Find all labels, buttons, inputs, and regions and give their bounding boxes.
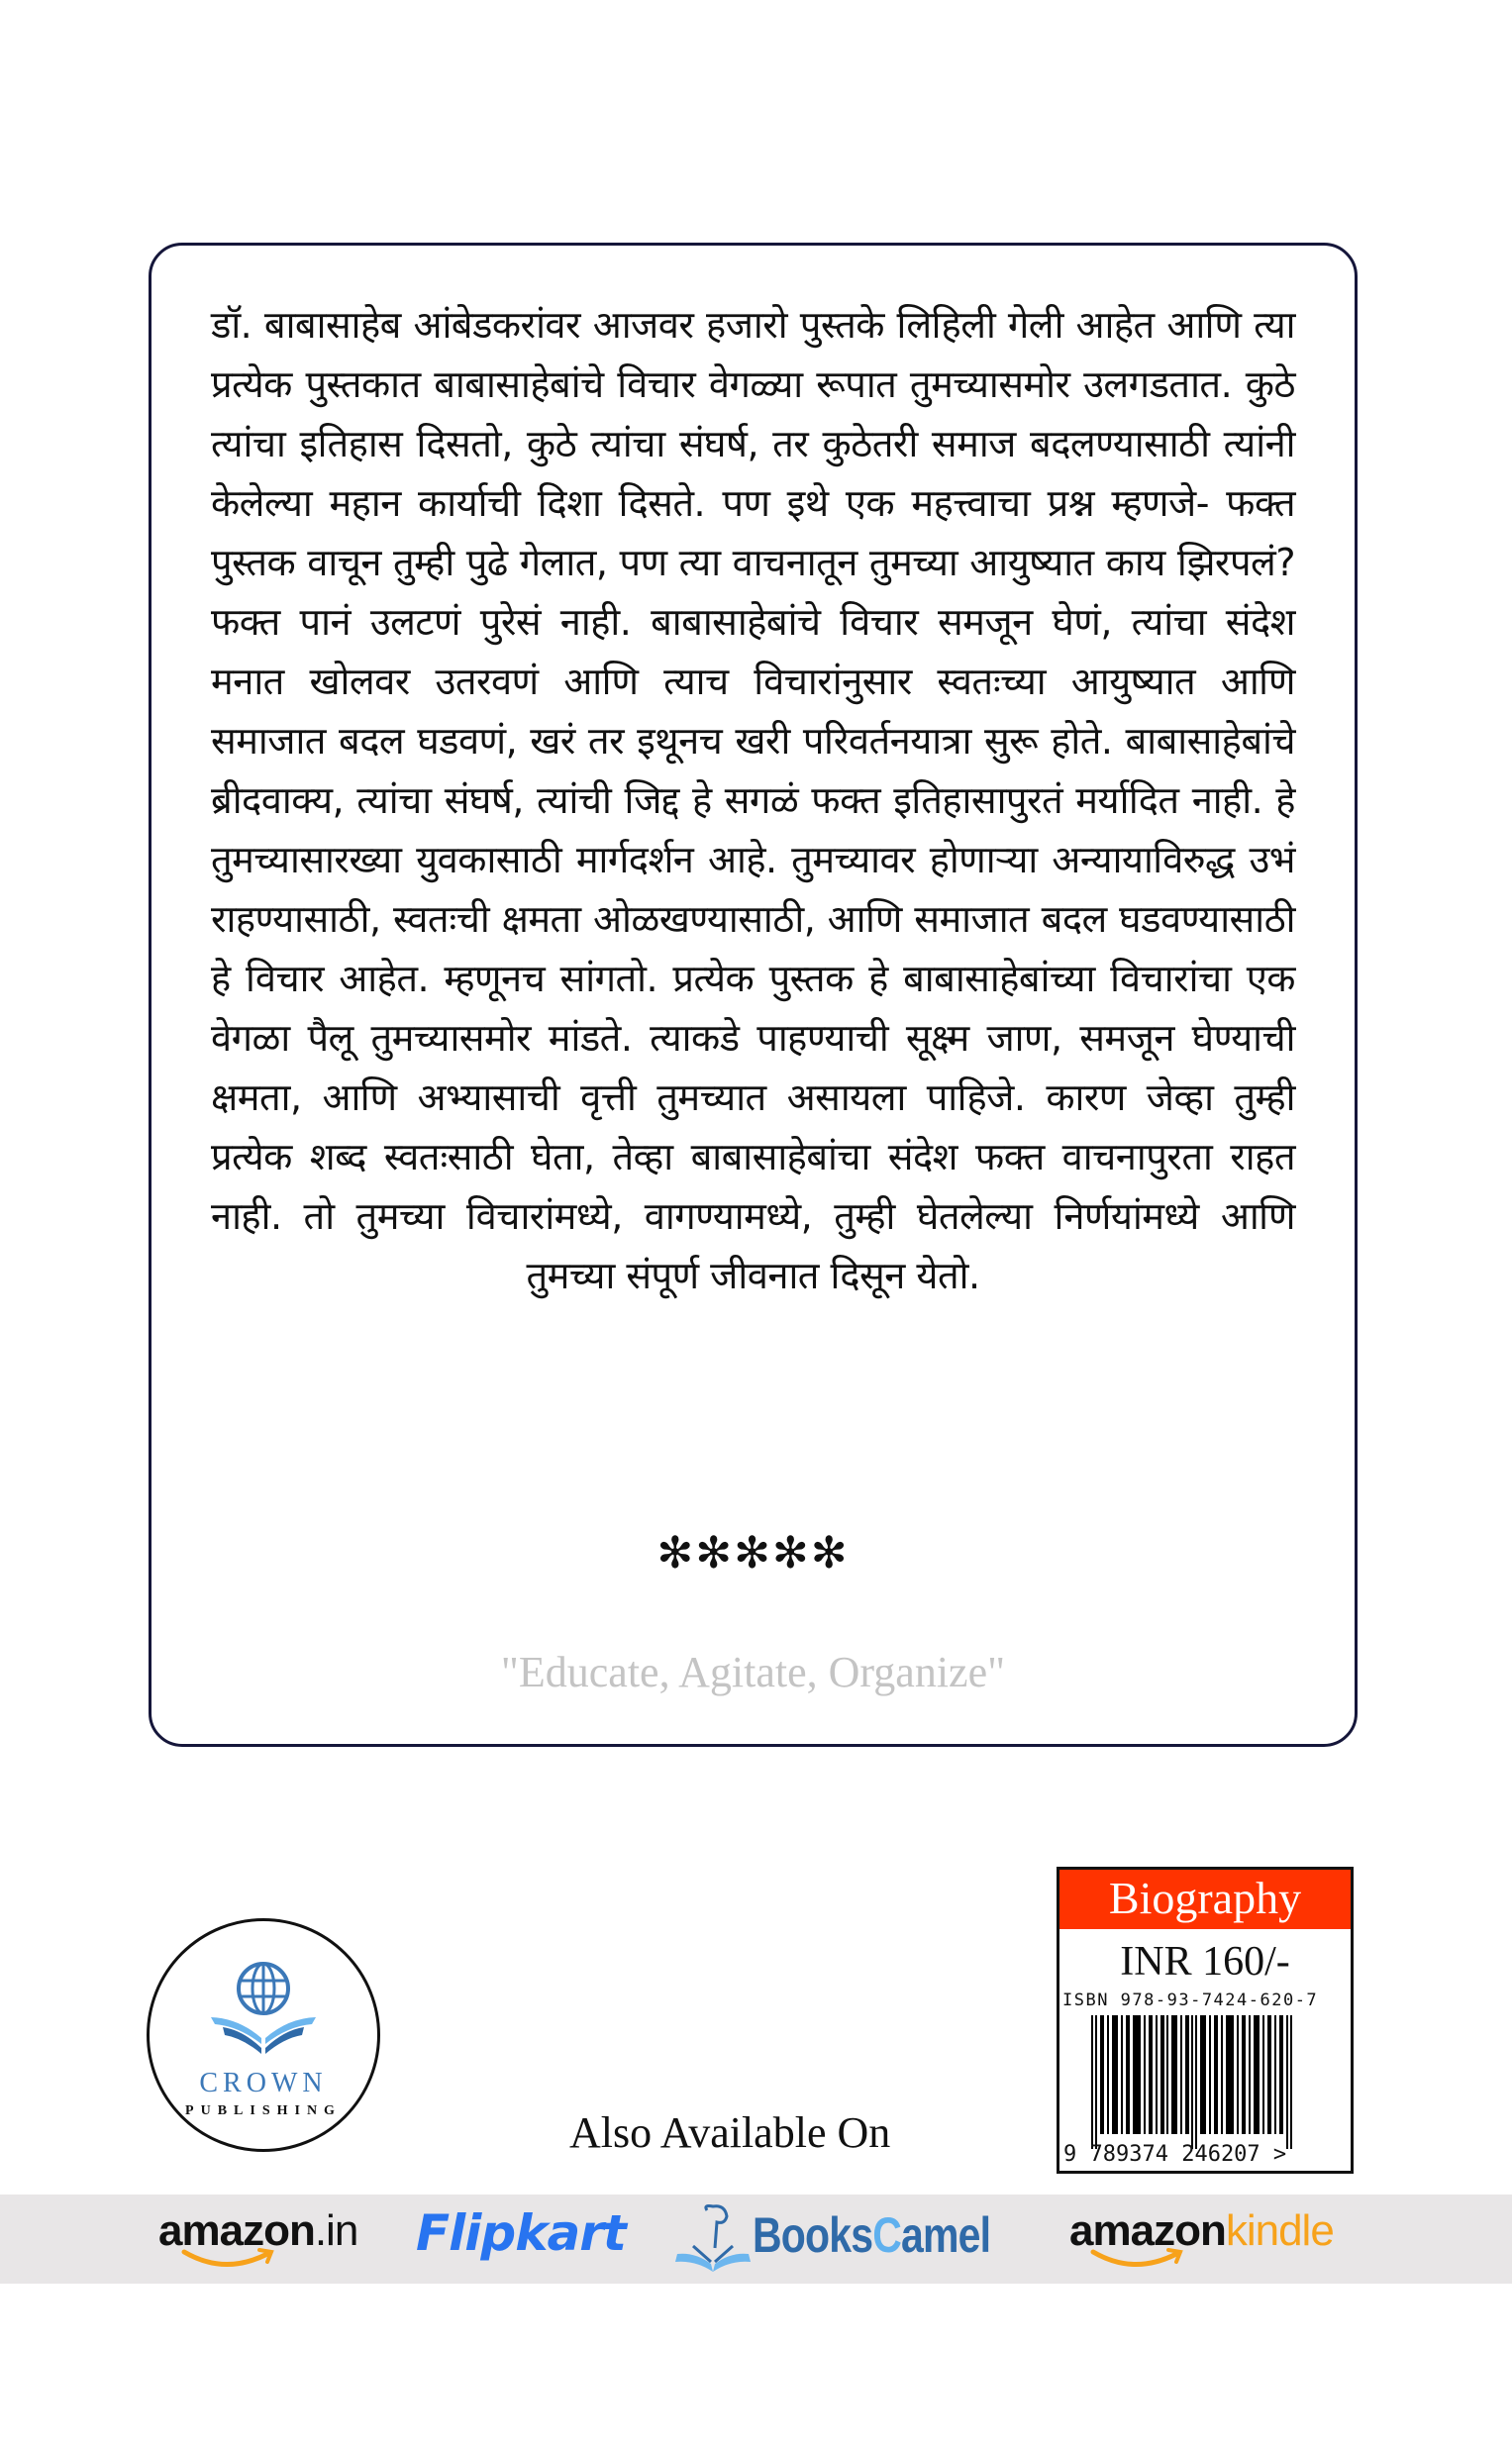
bookscamel-part1: Books [753, 2207, 873, 2263]
camel-book-icon [673, 2202, 753, 2278]
price-label: INR 160/- [1120, 1939, 1290, 1985]
separator-stars: ✻✻✻✻✻ [656, 1528, 850, 1579]
bookscamel-part2: C [872, 2207, 901, 2263]
kindle-amazon: amazon [1069, 2206, 1226, 2255]
motto-quote: "Educate, Agitate, Organize" [500, 1648, 1006, 1696]
amazon-in-main: amazon [158, 2206, 315, 2255]
amazon-smile-icon [1089, 2246, 1188, 2276]
isbn-label: ISBN 978-93-7424-620-7 [1062, 1991, 1319, 2010]
bookscamel-part3: amel [900, 2207, 991, 2263]
publisher-logo [147, 1918, 380, 2152]
blurb-paragraph: डॉ. बाबासाहेब आंबेडकरांवर आजवर हजारो पुस्तके लिहिली गेली आहेत आणि त्या प्रत्येक पुस्तकात बाबासाहेबांचे विचार वेगळ्या रूपात तुमच्यासमोर उलगडतात. कुठे त्यांचा इतिहास दिसतो, कुठे त्यांचा संघर्ष, तर कुठेतरी समाज बदलण्यासाठी त्यांनी केलेल्या महान कार्याची दिशा दिसते. पण इथे एक महत्त्वाचा प्रश्न म्हणजे- फक्त पुस्तक वाचून तुम्ही पुढे गेलात, पण त्या वाचनातून तुमच्या आयुष्यात काय झिरपलं? फक्त पानं उलटणं पुरेसं नाही. बाबासाहेबांचे विचार समजून घेणं, त्यांचा संदेश मनात खोलवर उतरवणं आणि त्याच विचारांनुसार स्वतःच्या आयुष्यात आणि समाजात बदल घडवणं, खरं तर इथूनच खरी परिवर्तनयात्रा सुरू होते. बाबासाहेबांचे ब्रीदवाक्य, त्यांचा संघर्ष, त्यांची जिद्द हे सगळं फक्त इतिहासापुरतं मर्यादित नाही. हे तुमच्यासारख्या युवकासाठी मार्गदर्शन आहे. तुमच्यावर होणाऱ्या अन्यायाविरुद्ध उभं राहण्यासाठी, स्वतःची क्षमता ओळखण्यासाठी, आणि समाजात बदल घडवण्यासाठी हे विचार आहेत. म्हणूनच सांगतो. प्रत्येक पुस्तक हे बाबासाहेबांच्या विचारांचा एक वेगळा पैलू तुमच्यासमोर मांडते. त्याकडे पाहण्याची सूक्ष्म जाण, समजून घेण्याची क्षमता, आणि अभ्यासाची वृत्ती तुमच्यात असायला पाहिजे. कारण जेव्हा तुम्ही प्रत्येक शब्द स्वतःसाठी घेता, तेव्हा बाबासाहेबांचा संदेश फक्त वाचनापुरता राहत नाही. तो तुमच्या विचारांमध्ये, वागण्यामध्ये, तुम्ही घेतलेल्या निर्णयांमध्ये आणि तुमच्या संपूर्ण जीवनात दिसून येतो. [211, 303, 1295, 1297]
genre-label: Biography [1059, 1870, 1351, 1929]
barcode-icon [1089, 2015, 1297, 2149]
flipkart-wordmark: Flipkart [416, 2204, 626, 2262]
publisher-name: CROWN [199, 2068, 328, 2098]
globe-book-icon [209, 1961, 318, 2060]
publisher-subtitle: PUBLISHING [185, 2103, 342, 2118]
amazon-smile-icon [180, 2246, 279, 2276]
barcode-digits: 9 789374 246207 > [1063, 2142, 1287, 2167]
also-available-heading: Also Available On [569, 2108, 891, 2157]
price-box [1057, 1867, 1354, 2174]
stores-band [0, 2195, 1512, 2284]
amazon-in-suffix: .in [314, 2206, 358, 2255]
kindle-suffix: kindle [1225, 2206, 1334, 2255]
blurb-box [149, 243, 1358, 1747]
